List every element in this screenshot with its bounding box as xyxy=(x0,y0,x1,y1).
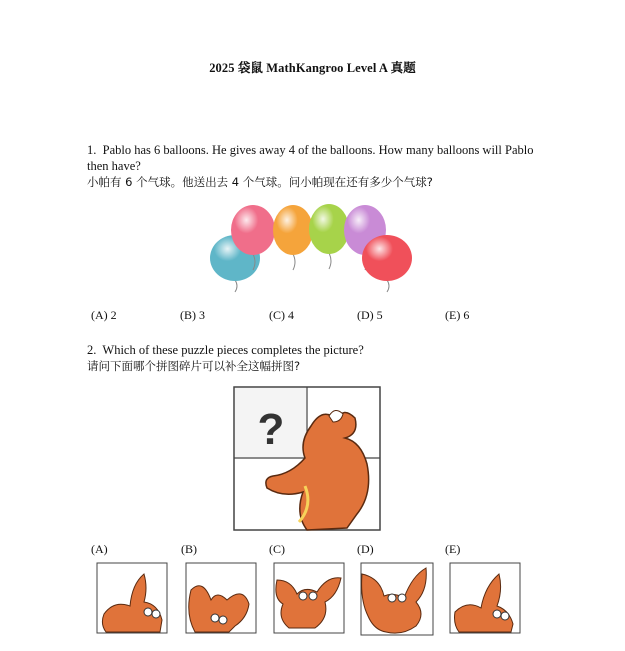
piece-b-image[interactable] xyxy=(185,562,257,634)
question-1-text-cn: 小帕有 6 个气球。他送出去 4 个气球。问小帕现在还有多少个气球? xyxy=(87,175,433,189)
piece-c-image[interactable] xyxy=(273,562,345,634)
q1-option-b[interactable]: (B) 3 xyxy=(180,308,205,322)
q2-option-b[interactable]: (B) xyxy=(181,542,197,556)
question-1 xyxy=(87,142,547,190)
q1-option-d[interactable]: (D) 5 xyxy=(357,308,383,322)
q1-option-c[interactable]: (C) 4 xyxy=(269,308,294,322)
puzzle-picture xyxy=(233,386,381,531)
q2-option-a[interactable]: (A) xyxy=(91,542,108,556)
q1-option-a[interactable]: (A) 2 xyxy=(91,308,117,322)
piece-a-image[interactable] xyxy=(96,562,168,634)
question-mark: ? xyxy=(257,405,285,454)
balloons-image xyxy=(205,198,420,293)
balloon-green xyxy=(309,204,349,269)
q2-option-c[interactable]: (C) xyxy=(269,542,285,556)
balloon-red xyxy=(362,235,412,292)
q2-option-e[interactable]: (E) xyxy=(445,542,461,556)
q2-option-d[interactable]: (D) xyxy=(357,542,374,556)
q1-option-e[interactable]: (E) 6 xyxy=(445,308,470,322)
page-title: 2025 袋鼠 MathKangroo Level A 真题 xyxy=(209,61,416,75)
piece-d-image[interactable] xyxy=(360,562,434,636)
question-2-text-cn: 请问下面哪个拼图碎片可以补全这幅拼图? xyxy=(87,359,301,373)
balloon-orange xyxy=(273,205,313,270)
piece-e-image[interactable] xyxy=(449,562,521,634)
question-2 xyxy=(87,342,547,374)
question-1-text-en: 1. Pablo has 6 balloons. He gives away 4 of the balloons. How many balloons will Pablo then have? xyxy=(87,143,534,173)
question-2-text-en: 2. Which of these puzzle pieces completes the picture? xyxy=(87,343,364,357)
